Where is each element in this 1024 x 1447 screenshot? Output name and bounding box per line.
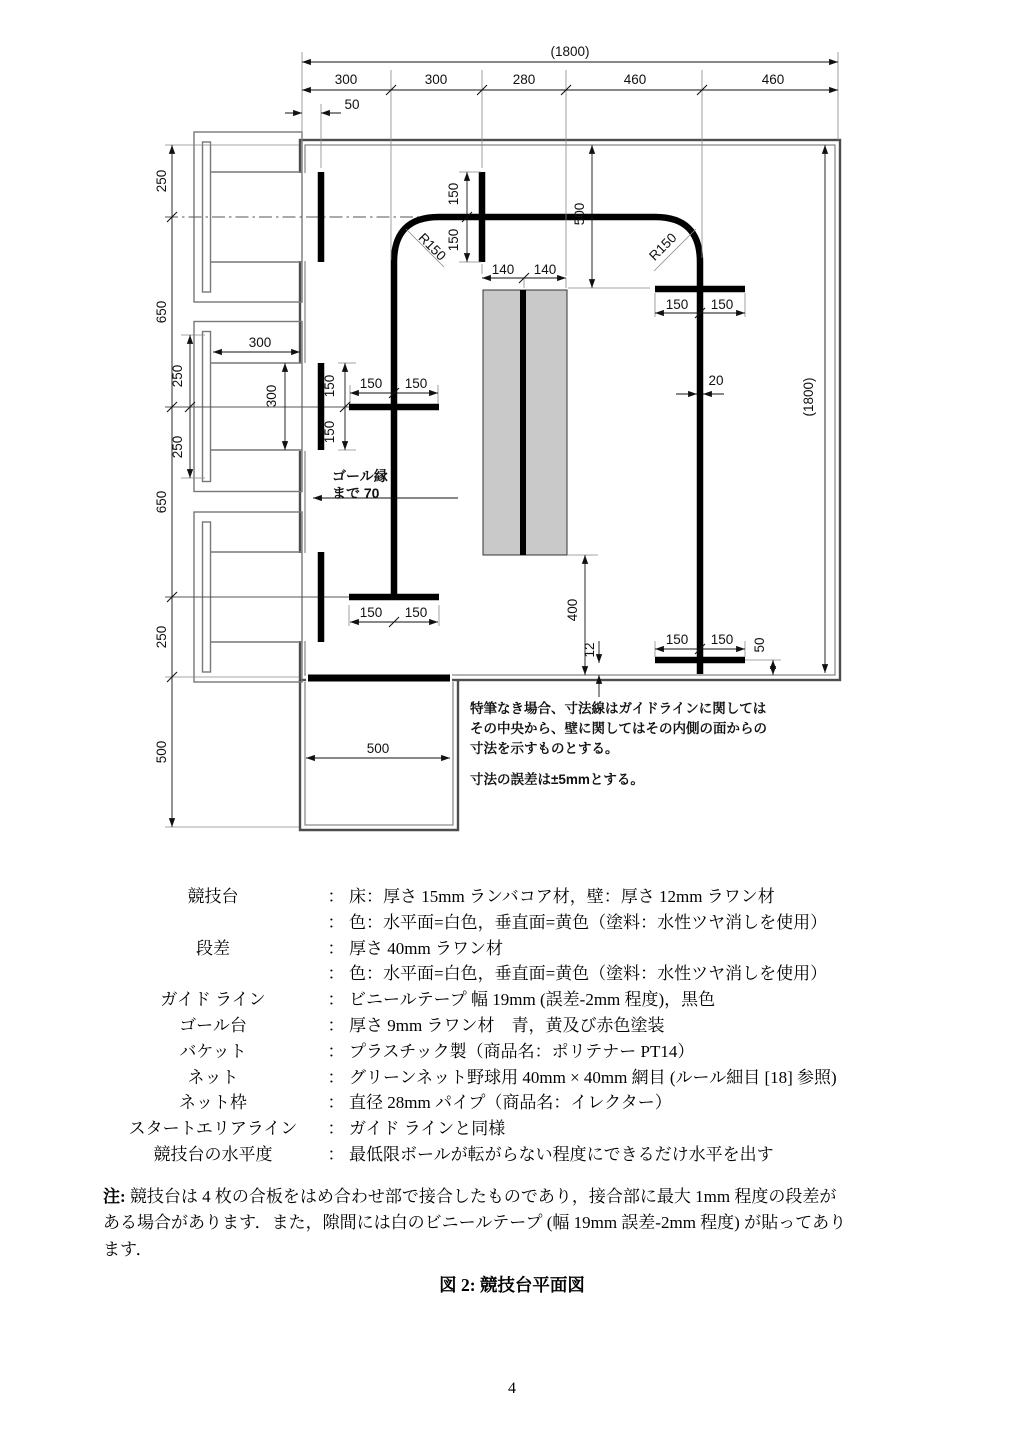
dim-total-width: (1800) <box>550 44 590 59</box>
spec-term: ゴール台 <box>179 1015 247 1035</box>
footnote-line2: ある場合があります．また，隙間には白のビニールテープ (幅 19mm 誤差-2mm 程度) が貼ってあり <box>103 1213 847 1233</box>
spec-desc: ガイド ラインと同様 <box>349 1119 506 1139</box>
footnote-text1: 競技台は 4 枚の合板をはめ合わせ部で接合したものであり，接合部に最大 1mm 程度の段差が <box>129 1187 837 1206</box>
dim-midcross-down: 150 <box>322 420 337 444</box>
dim-start-width: 500 <box>366 741 390 756</box>
dim-50: 50 <box>752 637 767 653</box>
spec-desc: プラスチック製（商品名：ポリテナー PT14） <box>349 1041 695 1061</box>
dim-goal-height: 300 <box>264 384 279 408</box>
goal-edge-note-line1: ゴール縁 <box>332 468 388 484</box>
spec-row <box>0 987 1024 1013</box>
spec-colon: ： <box>327 964 345 984</box>
spec-desc: 床：厚さ 15mm ランバコア材，壁：厚さ 12mm ラワン材 <box>349 887 775 906</box>
dim-radius-right: R150 <box>646 230 680 264</box>
spec-term: ネット枠 <box>179 1093 247 1113</box>
spec-desc: ビニールテープ 幅 19mm (誤差-2mm 程度)，黒色 <box>349 990 716 1010</box>
spec-row <box>0 961 1024 987</box>
spec-colon: ： <box>327 912 345 932</box>
spec-colon: ： <box>327 1093 345 1113</box>
spec-term: バケット <box>179 1041 247 1061</box>
spec-desc: 厚さ 40mm ラワン材 <box>349 938 503 958</box>
dim-left-2: 650 <box>154 300 169 324</box>
spec-row <box>0 1090 1024 1116</box>
spec-desc: 厚さ 9mm ラワン材 青，黄及び赤色塗装 <box>349 1015 665 1035</box>
spec-colon: ： <box>327 887 345 906</box>
dim-tbar-right: 150 <box>404 605 428 620</box>
center-platform <box>483 290 567 555</box>
spec-colon: ： <box>327 1067 345 1087</box>
spec-row <box>0 1142 1024 1168</box>
dim-line-width-20: 20 <box>708 373 724 388</box>
dim-rcross-bot-right: 150 <box>710 632 734 647</box>
dim-guide-bar-down: 150 <box>446 228 461 252</box>
footnote <box>103 1184 921 1263</box>
dim-rcross-bot-left: 150 <box>665 632 689 647</box>
chain-ticks <box>167 85 707 682</box>
spec-colon: ： <box>327 1144 345 1164</box>
footnote-line3: ます． <box>103 1239 153 1259</box>
dim-midcross-left: 150 <box>359 376 383 391</box>
footnote-line1 <box>103 1184 921 1210</box>
spec-colon: ： <box>327 990 345 1010</box>
spec-desc: 色：水平面=白色，垂直面=黄色（塗料：水性ツヤ消しを使用） <box>349 964 828 984</box>
spec-table <box>0 884 1024 1168</box>
dim-midcross-up: 150 <box>322 374 337 398</box>
dim-seg-3: 280 <box>512 72 536 87</box>
dim-12: 12 <box>582 642 597 658</box>
dim-tbar-left: 150 <box>359 605 383 620</box>
dim-top-500: 500 <box>572 202 587 226</box>
dim-goal2-upper: 250 <box>170 364 185 388</box>
spec-desc: 直径 28mm パイプ（商品名：イレクター） <box>349 1093 672 1113</box>
dim-seg-4: 460 <box>623 72 647 87</box>
drawing-note-line4: 寸法の誤差は±5mmとする。 <box>470 772 644 787</box>
dim-140-right: 140 <box>533 262 557 277</box>
dim-offset-50: 50 <box>344 97 360 112</box>
page-number: 4 <box>508 1380 516 1397</box>
footnote-label: 注: <box>103 1187 126 1206</box>
drawing-note-line1: 特筆なき場合、寸法線はガイドラインに関しては <box>470 701 767 716</box>
dim-goal-width: 300 <box>248 335 272 350</box>
spec-colon: ： <box>327 1119 345 1139</box>
dim-left-5: 500 <box>154 740 169 764</box>
dim-radius-left: R150 <box>415 230 449 264</box>
spec-colon: ： <box>327 1015 345 1035</box>
spec-term: 競技台の水平度 <box>153 1144 273 1164</box>
dim-seg-5: 460 <box>761 72 785 87</box>
spec-term: スタートエリアライン <box>128 1119 298 1139</box>
dim-rcross-top-right: 150 <box>710 297 734 312</box>
figure-caption: 図 2: 競技台平面図 <box>439 1275 585 1295</box>
spec-term: 段差 <box>196 938 230 958</box>
spec-row <box>0 1116 1024 1142</box>
spec-term: ガイド ライン <box>160 990 266 1010</box>
dim-left-4: 250 <box>154 625 169 649</box>
spec-colon: ： <box>327 938 345 958</box>
dim-guide-bar-up: 150 <box>446 182 461 206</box>
dim-seg-2: 300 <box>424 72 448 87</box>
spec-colon: ： <box>327 1041 345 1061</box>
dim-140-left: 140 <box>491 262 515 277</box>
dim-seg-1: 300 <box>334 72 358 87</box>
dim-total-height: (1800) <box>801 377 816 417</box>
drawing-note-line3: 寸法を示すものとする。 <box>470 741 619 756</box>
spec-desc: 色：水平面=白色，垂直面=黄色（塗料：水性ツヤ消しを使用） <box>349 912 828 932</box>
spec-row <box>0 1013 1024 1039</box>
dim-goal2-lower: 250 <box>170 435 185 459</box>
spec-desc: グリーンネット野球用 40mm × 40mm 網目 (ルール細目 [18] 参照) <box>349 1067 837 1087</box>
spec-term <box>103 910 323 936</box>
drawing-note-line2: その中央から、壁に関してはその内側の面からの <box>470 721 767 736</box>
spec-desc: 最低限ボールが転がらない程度にできるだけ水平を出す <box>349 1144 774 1164</box>
spec-term: 競技台 <box>187 887 239 906</box>
spec-term: ネット <box>187 1067 239 1087</box>
spec-row <box>0 1039 1024 1065</box>
spec-term <box>103 961 323 987</box>
goal-edge-note-line2: まで 70 <box>332 485 380 501</box>
spec-row <box>0 936 1024 962</box>
dim-400: 400 <box>565 598 580 622</box>
dim-left-3: 650 <box>154 490 169 514</box>
spec-row <box>0 1065 1024 1091</box>
dim-rcross-top-left: 150 <box>665 297 689 312</box>
dim-left-1: 250 <box>154 169 169 193</box>
dim-midcross-right: 150 <box>404 376 428 391</box>
spec-row <box>0 910 1024 936</box>
spec-row <box>0 884 1024 910</box>
